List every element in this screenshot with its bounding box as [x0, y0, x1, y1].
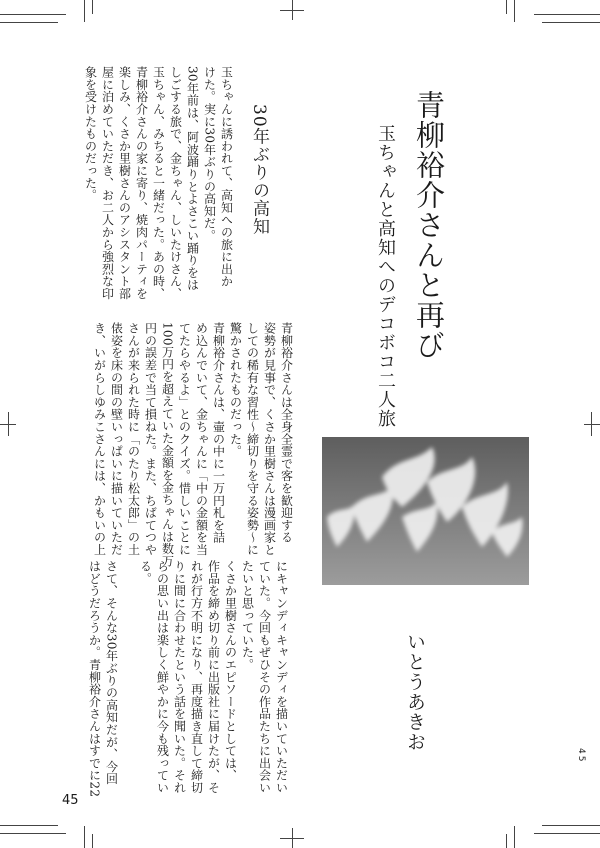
text-column: 俵姿を床の間の壁いっぱいに描いていただ — [109, 322, 124, 556]
crop-mark — [84, 826, 85, 848]
text-column: め込んでいて、金ちゃんに「中の金額を当 — [194, 322, 209, 556]
crop-mark — [542, 825, 600, 826]
text-column: 玉ちゃん、みちると一緒だった。あの時、 — [151, 66, 166, 300]
crop-mark — [506, 834, 507, 848]
crop-mark — [542, 22, 600, 23]
crop-mark — [0, 833, 66, 834]
text-column: はどうだろうか。青柳裕介さんはすでに22 — [87, 560, 102, 798]
article-subtitle: 玉ちゃんと高知へのデコボコ二人旅 — [375, 124, 396, 428]
sky-clouds-image — [322, 437, 529, 585]
text-column: たいと思っていた。 — [240, 560, 255, 671]
text-column: 姿勢が見事で、くさか里樹さんは漫画家と — [262, 322, 277, 556]
crop-mark — [506, 0, 507, 14]
article-title: 青柳裕介さんと再び — [412, 90, 446, 360]
side-page-mark: 45 — [576, 748, 586, 764]
text-column: てたらやるよ」とのクイズ。惜しいことに — [177, 322, 192, 556]
text-column: き、いがらしゆみこさんには、かもいの上 — [92, 322, 107, 556]
crop-mark — [514, 0, 515, 22]
text-column: 30年前は、阿波踊りとよさこい踊りをは — [185, 66, 200, 291]
text-column: しごする旅で、金ちゃん、しいたけさん、 — [168, 66, 183, 300]
sky-photo — [322, 437, 529, 585]
text-column: 玉ちゃんに誘われて、高知への旅に出か — [219, 66, 234, 288]
text-column: 屋に泊めていただき、お二人から強烈な印 — [100, 66, 115, 300]
page-number: 45 — [62, 793, 79, 808]
text-column: れが行方不明になり、再度描き直して締切 — [189, 560, 204, 794]
crop-mark — [8, 412, 9, 436]
section-heading: 30年ぶりの高知 — [249, 104, 269, 236]
crop-mark — [534, 833, 600, 834]
text-column: らの思い出は楽しく鮮やかに今も残ってい — [155, 560, 170, 794]
text-column: る。 — [138, 560, 153, 585]
text-column: ていた。今回もぜひその作品たちに出会い — [257, 560, 272, 794]
text-column: しての稀有な習性～締切りを守る姿勢～に — [245, 322, 260, 556]
text-column: 象を受けたものだった。 — [83, 66, 98, 202]
text-column: りに間に合わせたという話を聞いた。それ — [172, 560, 187, 794]
text-column: けた。実に30年ぶりの高知だ。 — [202, 66, 217, 242]
text-column: 青柳裕介さんは、壷の中に一万円札を詰 — [211, 322, 226, 544]
text-column: 円の誤差で当て損ねた。また、ちばてつや — [143, 322, 158, 556]
text-column: 驚かされたものだった。 — [228, 322, 243, 458]
crop-mark — [534, 14, 600, 15]
article-author: いとうあきお — [404, 632, 426, 752]
crop-mark — [92, 0, 93, 14]
crop-mark — [92, 834, 93, 848]
crop-mark — [84, 0, 85, 22]
crop-mark — [0, 14, 66, 15]
crop-mark — [280, 838, 304, 839]
crop-mark — [584, 424, 600, 425]
crop-mark — [0, 22, 58, 23]
crop-mark — [591, 412, 592, 436]
text-column: くさか里樹さんのエピソードとしては、 — [223, 560, 238, 782]
text-column: にキャンディキャンディを描いていただい — [274, 560, 289, 794]
text-column: 青柳裕介さんは全身全霊で客を歓迎する — [279, 322, 294, 544]
text-column: さて、そんな30年ぶりの高知だが、今回 — [104, 560, 119, 785]
crop-mark — [280, 10, 304, 11]
crop-mark — [514, 826, 515, 848]
crop-mark — [0, 825, 58, 826]
text-column: 楽しみ、くさか里樹さんのアシスタント部 — [117, 66, 132, 300]
text-column: 100万円を超えていた金額を金ちゃんは数万 — [160, 322, 175, 568]
text-column: 青柳裕介さんの家に寄り、焼肉パーティを — [134, 66, 149, 300]
text-column: さんが来られた時に「のたり松太郎」の土 — [126, 322, 141, 556]
text-column: 作品を締め切り前に出版社に届けたが、そ — [206, 560, 221, 794]
